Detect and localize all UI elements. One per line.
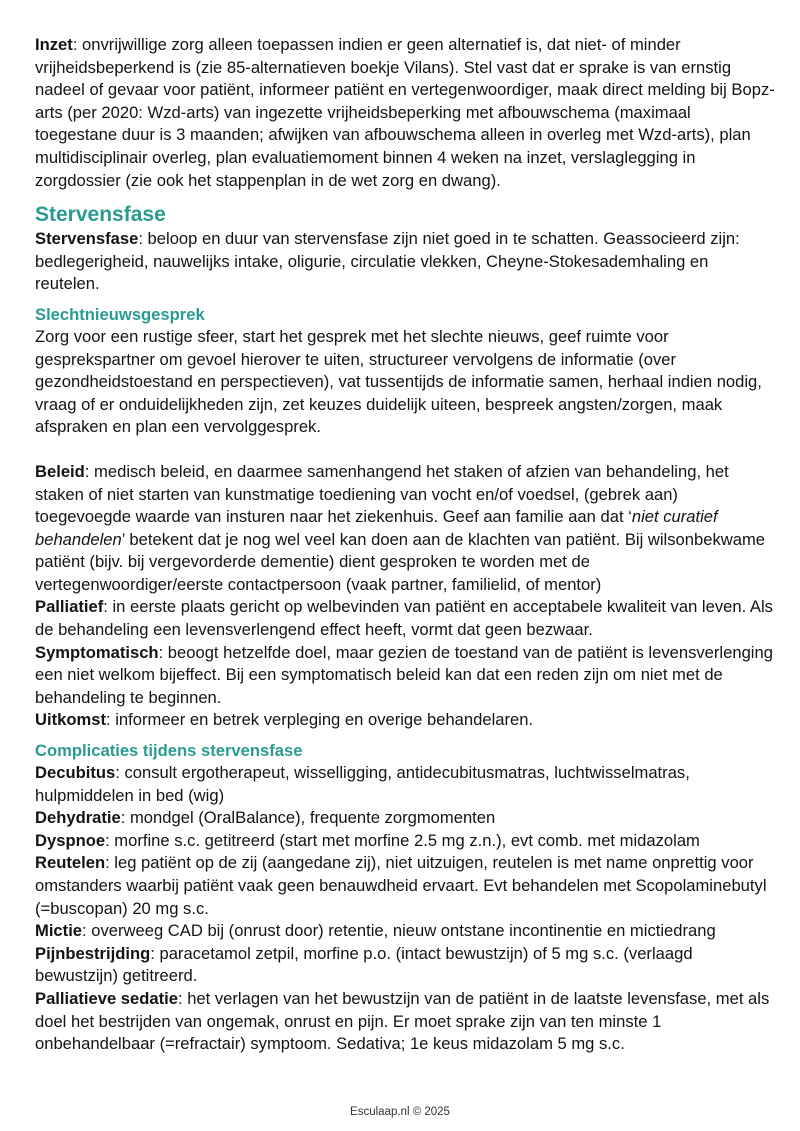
subheading-slechtnieuwsgesprek: Slechtnieuwsgesprek xyxy=(35,304,205,324)
symptomatisch-text: : beoogt hetzelfde doel, maar gezien de toestand van de patiënt is levensverlenging een niet welkom bijeffect. Bij een symptomatisch beleid kan dat een reden zijn om niet met de behandeling te beginnen. xyxy=(35,642,773,707)
beleid-text-after: ’ betekent dat je nog wel veel kan doen aan de klachten van patiënt. Bij wilsonbekwame patiënt (bijv. bij vergevorderde dementie) dient gesproken te worden met de vertegenwoordiger/eerste contactpersoon (vaak partner, familielid, of mentor) xyxy=(35,529,766,594)
palliatief-paragraph xyxy=(35,596,775,641)
beleid-label: Beleid xyxy=(35,461,85,481)
inzet-text: : onvrijwillige zorg alleen toepassen indien er geen alternatief is, dat niet- of minder vrijheidsbeperkend is (zie 85-alternatieven boekje Vilans). Stel vast dat er sprake is van ernstig nadeel of gevaar voor patiënt, informeer patiënt en vertegenwoordiger, maak direct melding bij Bopz-arts (per 2020: Wzd-arts) van ingezette vrijheidsbeperking met afbouwschema (maximaal toegestane duur is 3 maanden; afwijken van afbouwschema alleen in overleg met Wzd-arts), plan multidisciplinair overleg, plan evaluatiemoment binnen 4 weken na inzet, verslaglegging in zorgdossier (zie ook het stappenplan in de wet zorg en dwang). xyxy=(35,35,775,190)
complication-item xyxy=(35,830,775,853)
complication-text: : paracetamol zetpil, morfine p.o. (intact bewustzijn) of 5 mg s.c. (verlaagd bewustzijn) getitreerd. xyxy=(35,943,693,986)
uitkomst-text: : informeer en betrek verpleging en overige behandelaren. xyxy=(106,710,534,730)
complication-item xyxy=(35,807,775,830)
beleid-paragraph xyxy=(35,461,775,597)
subheading-complicaties: Complicaties tijdens stervensfase xyxy=(35,741,303,761)
complication-text: : overweeg CAD bij (onrust door) retentie, nieuw ontstane incontinentie en mictiedrang xyxy=(82,921,716,941)
complication-text: : consult ergotherapeut, wisselligging, antidecubitusmatras, luchtwisselmatras, hulpmiddelen in bed (wig) xyxy=(35,763,690,805)
complication-item xyxy=(35,943,775,988)
stervensfase-label: Stervensfase xyxy=(35,229,139,249)
complication-label: Decubitus xyxy=(35,763,116,783)
slechtnieuws-paragraph: Zorg voor een rustige sfeer, start het gesprek met het slechte nieuws, geef ruimte voor gesprekspartner om gevoel hierover te uiten, structureer vervolgens de informatie (over gezondheidstoestand en perspectieven), vat tussentijds de informatie samen, herhaal indien nodig, vraag of er onduidelijkheden zijn, zet keuzes duidelijk uiteen, bespreek angsten/zorgen, maak afspraken en plan een vervolggesprek. xyxy=(35,326,762,437)
complication-item xyxy=(35,920,775,943)
complication-text: : leg patiënt op de zij (aangedane zij), niet uitzuigen, reutelen is met name onprettig voor omstanders waarbij patiënt vaak geen benauwdheid ervaart. Evt behandelen met Scopolaminebutyl (=buscopan) 20 mg s.c. xyxy=(35,853,767,918)
stervensfase-text: : beloop en duur van stervensfase zijn niet goed in te schatten. Geassocieerd zijn: bedlegerigheid, nauwelijks intake, oligurie, circulatie vlekken, Cheyne-Stokesademhaling en reutelen. xyxy=(35,229,740,294)
beleid-italic: niet curatief behandelen xyxy=(35,507,718,549)
complication-text: : morfine s.c. getitreerd (start met morfine 2.5 mg z.n.), evt comb. met midazolam xyxy=(105,830,700,850)
complication-label: Pijnbestrijding xyxy=(35,943,151,963)
symptomatisch-label: Symptomatisch xyxy=(35,642,159,662)
page-footer: Esculaap.nl © 2025 xyxy=(350,1106,450,1118)
complication-label: Reutelen xyxy=(35,853,106,873)
complication-text: : mondgel (OralBalance), frequente zorgmomenten xyxy=(120,808,496,828)
symptomatisch-paragraph xyxy=(35,642,775,710)
complication-item xyxy=(35,852,775,920)
palliatief-label: Palliatief xyxy=(35,597,104,617)
beleid-text-before: : medisch beleid, en daarmee samenhangend het staken of afzien van behandeling, het staken of niet starten van kunstmatige toediening van vocht en/of voedsel, (gebrek aan) toegevoegde waarde van insturen naar het ziekenhuis. Geef aan familie aan dat ‘ xyxy=(35,461,729,527)
uitkomst-paragraph xyxy=(35,709,775,732)
section-heading-stervensfase: Stervensfase xyxy=(35,203,166,227)
complication-label: Dehydratie xyxy=(35,808,121,828)
stervensfase-paragraph xyxy=(35,228,775,296)
document-page xyxy=(35,34,775,1056)
inzet-label: Inzet xyxy=(35,35,73,54)
uitkomst-label: Uitkomst xyxy=(35,710,106,730)
complication-item xyxy=(35,988,775,1056)
complication-label: Dyspnoe xyxy=(35,830,106,850)
complication-label: Palliatieve sedatie xyxy=(35,988,178,1008)
complication-item xyxy=(35,762,775,807)
inzet-paragraph xyxy=(35,34,775,192)
complication-text: : het verlagen van het bewustzijn van de patiënt in de laatste levensfase, met als doel het bestrijden van ongemak, onrust en pijn. Er moet sprake zijn van ten minste 1 onbehandelbaar (=refractair) symptoom. Sedativa; 1e keus midazolam 5 mg s.c. xyxy=(35,988,770,1054)
palliatief-text: : in eerste plaats gericht op welbevinden van patiënt en acceptabele kwaliteit van leven. Als de behandeling een levensverlengend effect heeft, vormt dat geen bezwaar. xyxy=(35,597,773,640)
complication-label: Mictie xyxy=(35,921,83,941)
